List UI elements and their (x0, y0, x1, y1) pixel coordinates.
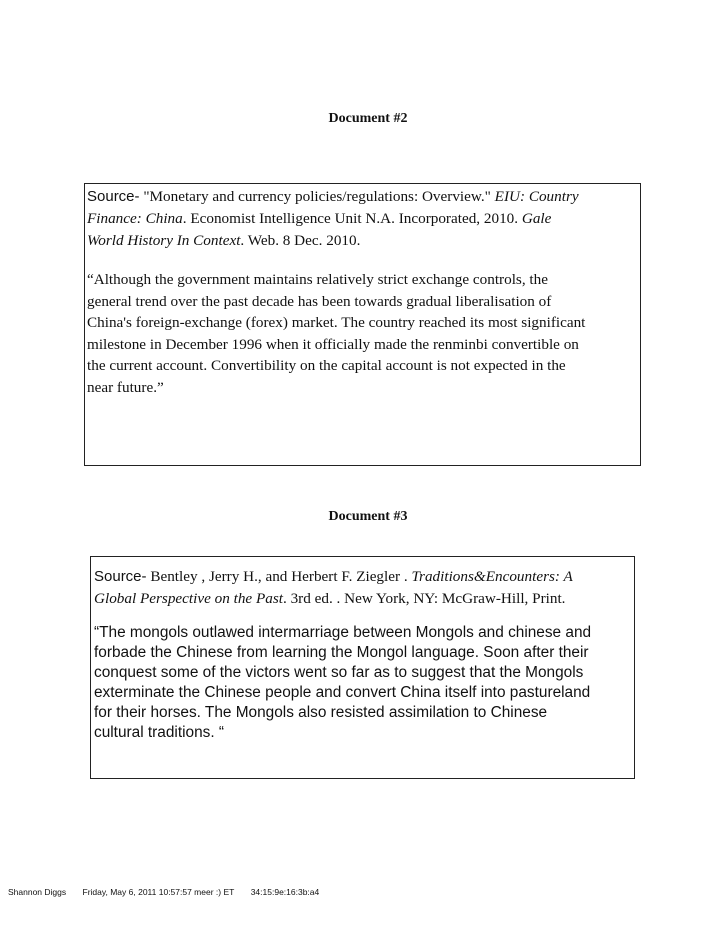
quote-line: near future.” (87, 378, 164, 396)
citation-line (87, 230, 640, 252)
footer-address: 34:15:9e:16:3b:a4 (250, 887, 320, 897)
citation-title: Traditions&Encounters: A (411, 568, 573, 585)
citation-line (87, 186, 640, 208)
document-2-heading: Document #2 (328, 111, 408, 126)
document-3-quote (94, 623, 639, 743)
footer-user-name: Shannon Diggs (8, 887, 67, 897)
citation-text: . Web. 8 Dec. 2010. (240, 232, 361, 249)
quote-line: forbade the Chinese from learning the Mongol language. Soon after their (94, 644, 589, 661)
citation-title: Finance: China (87, 210, 183, 227)
citation-text: . 3rd ed. . New York, NY: McGraw-Hill, Print. (282, 590, 566, 607)
source-label: Source- (94, 568, 147, 585)
citation-title: Global Perspective on the Past (94, 590, 283, 607)
print-footer (8, 887, 319, 897)
citation-line (94, 566, 634, 588)
quote-line: exterminate the Chinese people and convert China itself into pastureland (94, 684, 591, 701)
quote-line: “Although the government maintains relatively strict exchange controls, the (87, 271, 548, 288)
document-3-source-box (90, 556, 635, 779)
quote-line: conquest some of the victors went so far as to suggest that the Mongols (94, 664, 584, 681)
citation-text: "Monetary and currency policies/regulations: Overview." (139, 188, 495, 205)
footer-timestamp: Friday, May 6, 2011 10:57:57 meer :) ET (82, 887, 235, 897)
quote-line: for their horses. The Mongols also resisted assimilation to Chinese (94, 704, 548, 721)
quote-line: China's foreign-exchange (forex) market. The country reached its most significant (87, 314, 586, 331)
quote-line: milestone in December 1996 when it officially made the renminbi convertible on (87, 335, 579, 353)
document-3-citation (94, 566, 634, 610)
document-2-source-box (84, 183, 641, 466)
document-2-quote (87, 269, 639, 398)
citation-title: World History In Context (87, 232, 241, 249)
citation-title: Gale (521, 210, 552, 227)
document-3-heading: Document #3 (328, 509, 408, 524)
quote-line: “The mongols outlawed intermarriage between Mongols and chinese and (94, 624, 592, 641)
citation-text: . Economist Intelligence Unit N.A. Incorporated, 2010. (182, 210, 522, 227)
quote-line: general trend over the past decade has been towards gradual liberalisation of (87, 292, 552, 310)
quote-line: cultural traditions. “ (94, 724, 225, 741)
quote-line: the current account. Convertibility on the capital account is not expected in the (87, 357, 566, 374)
citation-title: EIU: Country (494, 188, 579, 205)
citation-text: Bentley , Jerry H., and Herbert F. Ziegler . (146, 568, 412, 585)
source-label: Source- (87, 188, 140, 205)
document-2-citation (87, 186, 640, 252)
citation-line (94, 588, 634, 610)
citation-line (87, 208, 640, 230)
